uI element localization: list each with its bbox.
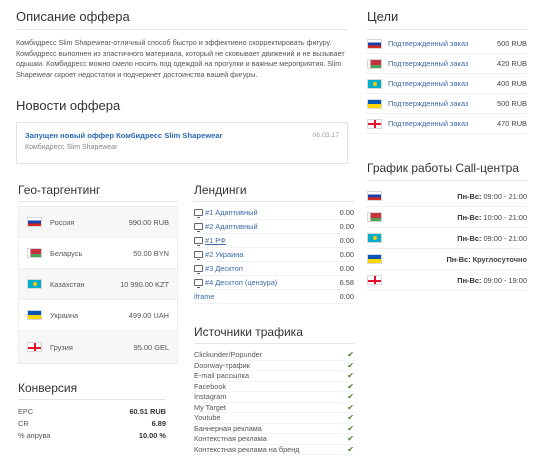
callcenter-time: Круглосуточно — [472, 254, 527, 264]
sources-list — [194, 350, 354, 455]
landing-value: 0.00 — [339, 222, 354, 231]
goal-label: Подтвержденный заказ — [388, 39, 469, 48]
flag-belarus-icon — [27, 248, 42, 258]
goal-row — [367, 34, 527, 54]
landing-row[interactable] — [194, 276, 354, 290]
source-label: E-mail рассылка — [194, 371, 250, 381]
landing-link[interactable]: iframe — [194, 292, 215, 301]
divider — [18, 201, 178, 202]
callcenter-days: Пн-Вс: — [446, 254, 471, 264]
flag-ukraine-icon — [27, 310, 42, 320]
flag-belarus-icon — [367, 212, 382, 222]
goal-value: 500 RUB — [497, 39, 527, 48]
flag-kazakhstan-icon — [367, 233, 382, 243]
flag-russia-icon — [27, 217, 42, 227]
source-item — [194, 413, 354, 424]
callcenter-row — [367, 249, 527, 270]
divider — [194, 201, 354, 202]
goal-label: Подтвержденный заказ — [388, 99, 469, 108]
divider — [367, 180, 527, 181]
callcenter-days: Пн-Вс: — [457, 275, 482, 285]
source-item — [194, 350, 354, 361]
landing-row[interactable] — [194, 220, 354, 234]
source-item — [194, 382, 354, 393]
geo-title: Гео-таргентинг — [18, 183, 101, 197]
geo-row-georgia — [19, 331, 177, 363]
geo-country: Казахстан — [50, 279, 85, 289]
goal-value: 500 RUB — [497, 99, 527, 108]
check-icon: ✔ — [347, 381, 354, 391]
goal-row — [367, 74, 527, 94]
flag-georgia-icon — [367, 119, 382, 129]
source-label: Facebook — [194, 381, 227, 391]
news-subtitle: Комбидресс Slim Shapewear — [25, 144, 118, 151]
callcenter-time: 09:00 - 21:00 — [483, 191, 527, 201]
landing-value: 0.00 — [339, 264, 354, 273]
callcenter-row — [367, 207, 527, 228]
source-label: Контекстная реклама — [194, 434, 267, 444]
geo-row-russia — [19, 207, 177, 238]
conversion-value: 6.89 — [151, 418, 166, 428]
news-title: Новости оффера — [16, 98, 121, 113]
landing-row[interactable] — [194, 234, 354, 248]
check-icon: ✔ — [347, 402, 354, 412]
flag-kazakhstan-icon — [367, 79, 382, 89]
flag-kazakhstan-icon — [27, 279, 42, 289]
flag-georgia-icon — [367, 275, 382, 285]
source-label: My Target — [194, 402, 226, 412]
news-item[interactable] — [16, 122, 348, 164]
conversion-label: CR — [18, 418, 29, 428]
source-item — [194, 403, 354, 414]
check-icon: ✔ — [347, 413, 354, 423]
check-icon: ✔ — [347, 434, 354, 444]
monitor-icon — [194, 265, 203, 272]
goal-label: Подтвержденный заказ — [388, 59, 469, 68]
check-icon: ✔ — [347, 392, 354, 402]
landing-link[interactable]: #1 Адаптивный — [205, 208, 258, 217]
geo-country: Грузия — [50, 342, 73, 352]
callcenter-days: Пн-Вс: — [457, 191, 482, 201]
offer-description: Комбидресс Slim Shapewear-отличный способ быстро и эффективно скорректировать фигуру. Комбидресс выполнен из эластичного материала, который не сковывает движений и не вызывает одышки. Комбидресс можно смело носить под одеждой на прогулки и важные мероприятия. Slim Shapewear скроет недостатки и подчеркнет достоинства вашей фигуры. — [16, 38, 345, 79]
geo-price: 499.00 UAH — [128, 310, 169, 320]
flag-russia-icon — [367, 39, 382, 49]
conversion-label: % апрува — [18, 430, 51, 440]
callcenter-days: Пн-Вс: — [457, 212, 482, 222]
geo-row-kazakhstan — [19, 269, 177, 300]
flag-ukraine-icon — [367, 99, 382, 109]
callcenter-title: График работы Call-центра — [367, 161, 519, 175]
conversion-row — [18, 405, 166, 417]
callcenter-time: 09:00 - 19:00 — [483, 275, 527, 285]
goal-row — [367, 54, 527, 74]
monitor-icon — [194, 237, 203, 244]
geo-country: Россия — [50, 217, 75, 227]
source-item — [194, 434, 354, 445]
source-label: Баннерная реклама — [194, 423, 262, 433]
geo-country: Украина — [50, 310, 79, 320]
news-date: 06.03.17 — [312, 132, 339, 139]
check-icon: ✔ — [347, 350, 354, 360]
goal-value: 470 RUB — [497, 119, 527, 128]
geo-row-belarus — [19, 238, 177, 269]
callcenter-days: Пн-Вс: — [457, 233, 482, 243]
geo-price: 990.00 RUB — [128, 217, 169, 227]
flag-russia-icon — [367, 191, 382, 201]
news-headline[interactable]: Запущен новый оффер Комбидресс Slim Shapewear — [25, 131, 223, 140]
landing-value: 0.00 — [339, 208, 354, 217]
divider — [18, 399, 166, 400]
landing-link[interactable]: #4 Десктоп (цензура) — [205, 278, 278, 287]
landing-row[interactable] — [194, 262, 354, 276]
landing-value: 6.58 — [339, 278, 354, 287]
callcenter-row — [367, 186, 527, 207]
goal-value: 400 RUB — [497, 79, 527, 88]
check-icon: ✔ — [347, 360, 354, 370]
landing-row[interactable] — [194, 290, 354, 304]
conversion-title: Конверсия — [18, 381, 78, 395]
source-label: Clickunder/Popunder — [194, 350, 263, 360]
source-item — [194, 361, 354, 372]
conversion-value: 10.00 % — [138, 430, 166, 440]
source-item — [194, 424, 354, 435]
source-label: Instagram — [194, 392, 227, 402]
callcenter-row — [367, 270, 527, 291]
check-icon: ✔ — [347, 444, 354, 454]
source-label: Doorway-трафик — [194, 360, 250, 370]
geo-price: 50.00 BYN — [133, 248, 169, 258]
geo-country: Беларусь — [50, 248, 83, 258]
sources-title: Источники трафика — [194, 325, 303, 339]
geo-price: 10 990.00 KZT — [120, 279, 169, 289]
landing-link[interactable]: #2 Адаптивный — [205, 222, 258, 231]
goal-value: 420 RUB — [497, 59, 527, 68]
monitor-icon — [194, 279, 203, 286]
callcenter-time: 09:00 - 21:00 — [483, 233, 527, 243]
goal-row — [367, 94, 527, 114]
goal-label: Подтвержденный заказ — [388, 79, 469, 88]
landing-row[interactable] — [194, 248, 354, 262]
callcenter-time: 10:00 - 21:00 — [483, 212, 527, 222]
source-label: Youtube — [194, 413, 221, 423]
monitor-icon — [194, 251, 203, 258]
callcenter-row — [367, 228, 527, 249]
landings-title: Лендинги — [194, 183, 247, 197]
monitor-icon — [194, 209, 203, 216]
check-icon: ✔ — [347, 423, 354, 433]
goal-label: Подтвержденный заказ — [388, 119, 469, 128]
flag-belarus-icon — [367, 59, 382, 69]
callcenter-table — [367, 186, 527, 291]
divider — [16, 29, 348, 30]
conversion-table — [18, 405, 166, 441]
landing-value: 0.00 — [339, 292, 354, 301]
offer-title: Описание оффера — [16, 9, 130, 24]
goals-title: Цели — [367, 9, 399, 24]
landing-value: 0.00 — [339, 250, 354, 259]
goal-row — [367, 114, 527, 134]
check-icon: ✔ — [347, 371, 354, 381]
source-item — [194, 445, 354, 456]
landings-list — [194, 206, 354, 304]
flag-georgia-icon — [27, 342, 42, 352]
conversion-row — [18, 429, 166, 441]
landing-link[interactable]: #3 Десктоп — [205, 264, 243, 273]
landing-row[interactable] — [194, 206, 354, 220]
monitor-icon — [194, 223, 203, 230]
source-item — [194, 392, 354, 403]
source-label: Контекстная реклама на бренд — [194, 444, 300, 454]
landing-link[interactable]: #1 РФ — [205, 236, 226, 245]
landing-value: 0.00 — [339, 236, 354, 245]
landing-link[interactable]: #2 Украина — [205, 250, 244, 259]
geo-price: 95.00 GEL — [133, 342, 169, 352]
source-item — [194, 371, 354, 382]
conversion-label: EPC — [18, 406, 34, 416]
geo-table — [18, 206, 178, 364]
conversion-value: 60.51 RUB — [129, 406, 166, 416]
flag-ukraine-icon — [367, 254, 382, 264]
divider — [194, 343, 354, 344]
goals-table — [367, 34, 527, 134]
conversion-row — [18, 417, 166, 429]
geo-row-ukraine — [19, 300, 177, 331]
divider — [367, 29, 527, 30]
